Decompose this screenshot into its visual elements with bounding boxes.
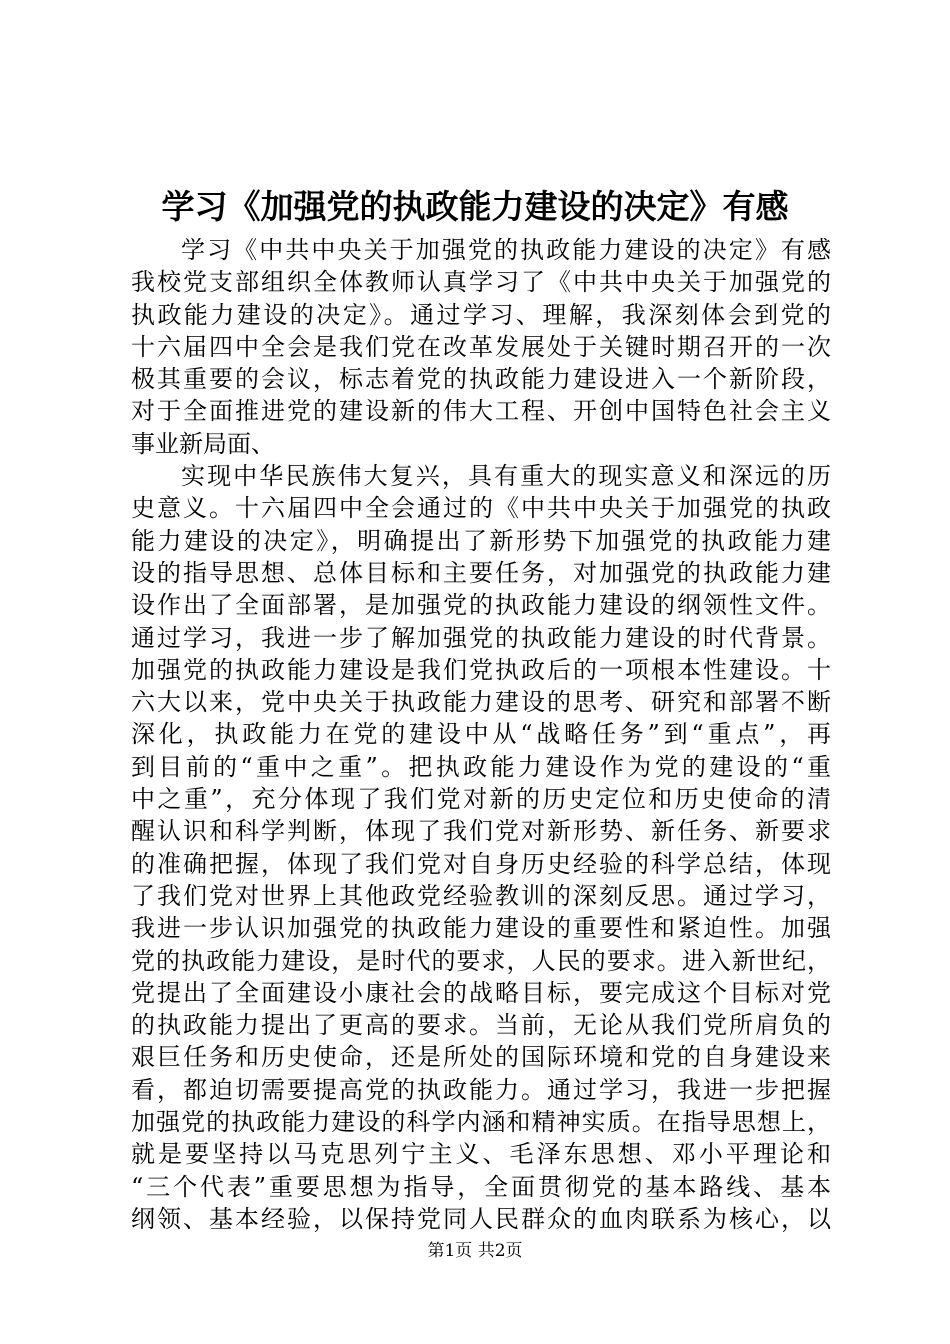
text-line: 的执政能力提出了更高的要求。当前，无论从我们党所肩负的 [131,1011,831,1040]
text-line: 实现中华民族伟大复兴，具有重大的现实意义和深远的历 [181,462,831,491]
text-line: 十六届四中全会是我们党在改革发展处于关键时期召开的一次 [131,332,831,361]
text-line: 看，都迫切需要提高党的执政能力。通过学习，我进一步把握 [131,1075,831,1104]
text-line: 我校党支部组织全体教师认真学习了《中共中央关于加强党的 [131,268,831,297]
text-line: 党提出了全面建设小康社会的战略目标，要完成这个目标对党 [131,978,831,1007]
text-line: 事业新局面、 [131,429,275,458]
text-line: 极其重要的会议，标志着党的执政能力建设进入一个新阶段， [131,365,831,394]
text-line: 设的指导思想、总体目标和主要任务，对加强党的执政能力建 [131,558,831,587]
document-body [131,234,831,1235]
text-line: 加强党的执政能力建设是我们党执政后的一项根本性建设。十 [131,655,831,684]
text-line: 党的执政能力建设，是时代的要求，人民的要求。进入新世纪， [131,946,831,975]
text-line: 我进一步认识加强党的执政能力建设的重要性和紧迫性。加强 [131,914,831,943]
page-footer: 第1页 共2页 [427,1241,523,1261]
text-line: 对于全面推进党的建设新的伟大工程、开创中国特色社会主义 [131,397,831,426]
text-line: 能力建设的决定》，明确提出了新形势下加强党的执政能力建 [131,526,831,555]
text-line: “三个代表”重要思想为指导，全面贯彻党的基本路线、基本 [131,1172,831,1201]
document-title: 学习《加强党的执政能力建设的决定》有感 [161,187,789,226]
text-line: 学习《中共中央关于加强党的执政能力建设的决定》有感 [181,236,831,264]
text-line: 艰巨任务和历史使命，还是所处的国际环境和党的自身建设来 [131,1043,831,1072]
text-line: 了我们党对世界上其他政党经验教训的深刻反思。通过学习， [131,881,831,910]
text-line: 史意义。十六届四中全会通过的《中共中央关于加强党的执政 [131,494,831,523]
text-line: 纲领、基本经验，以保持党同人民群众的血肉联系为核心，以 [131,1204,831,1233]
text-line: 中之重”，充分体现了我们党对新的历史定位和历史使命的清 [131,785,831,814]
text-line: 就是要坚持以马克思列宁主义、毛泽东思想、邓小平理论和 [131,1140,831,1169]
text-line: 六大以来，党中央关于执政能力建设的思考、研究和部署不断 [131,688,831,717]
text-line: 深化，执政能力在党的建设中从“战略任务”到“重点”，再 [131,720,831,749]
text-line: 醒认识和科学判断，体现了我们党对新形势、新任务、新要求 [131,817,831,846]
text-line: 设作出了全面部署，是加强党的执政能力建设的纲领性文件。 [131,591,831,620]
text-line: 到目前的“重中之重”。把执政能力建设作为党的建设的“重 [131,752,831,781]
text-line: 执政能力建设的决定》。通过学习、理解，我深刻体会到党的 [131,300,831,329]
text-line: 加强党的执政能力建设的科学内涵和精神实质。在指导思想上， [131,1108,831,1137]
text-line: 的准确把握，体现了我们党对自身历史经验的科学总结，体现 [131,849,831,878]
text-line: 通过学习，我进一步了解加强党的执政能力建设的时代背景。 [131,623,831,652]
